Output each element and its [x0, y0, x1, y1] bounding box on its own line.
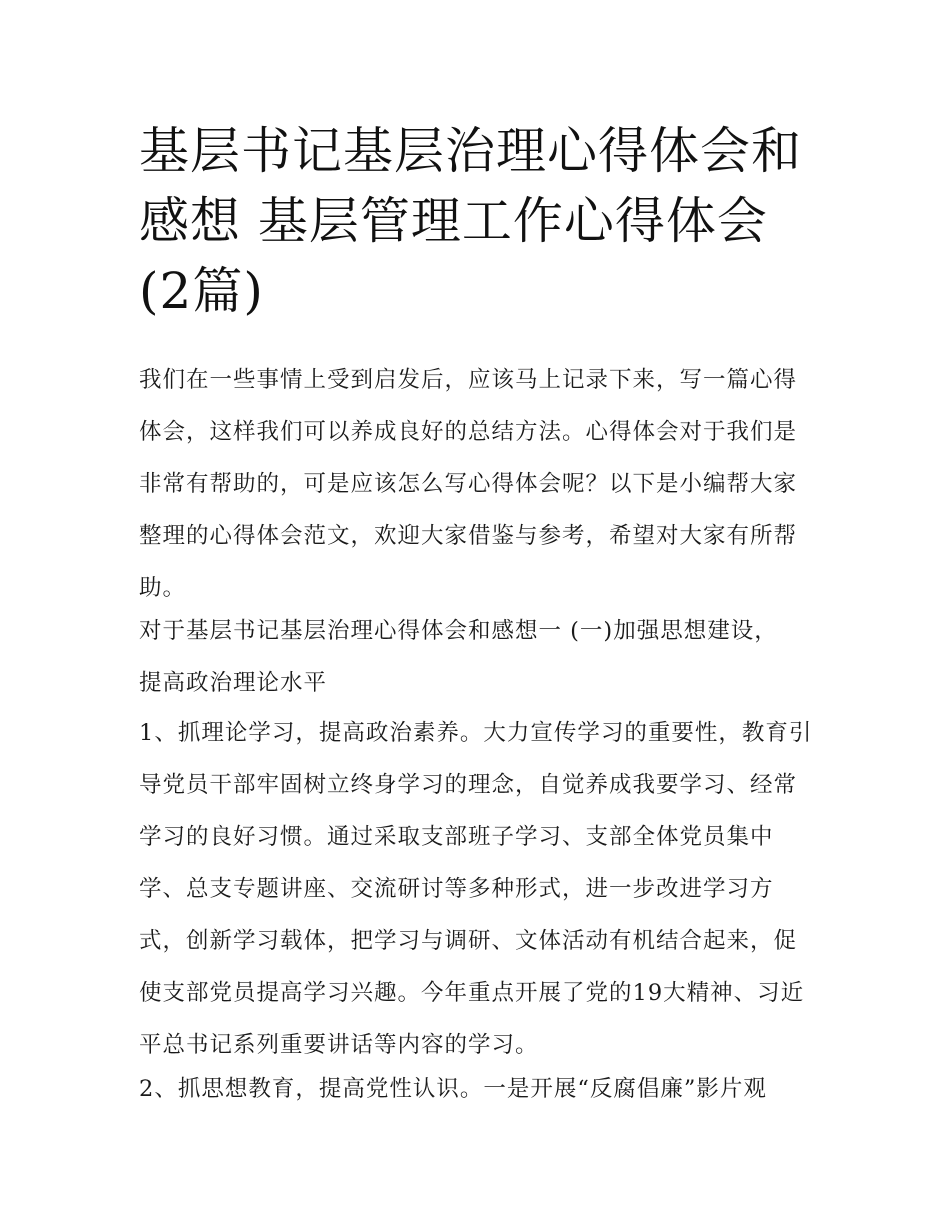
document-title: 基层书记基层治理心得体会和感想 基层管理工作心得体会(2篇) — [139, 122, 802, 320]
intro-paragraph: 我们在一些事情上受到启发后，应该马上记录下来，写一篇心得体会，这样我们可以养成良好的总结方法。心得体会对于我们是非常有帮助的，可是应该怎么写心得体会呢？以下是小编帮大家整理的心得体会范文，欢迎大家借鉴与参考，希望对大家有所帮助。 — [139, 367, 798, 601]
item-1-paragraph: 1、抓理论学习，提高政治素养。大力宣传学习的重要性，教育引导党员干部牢固树立终身学习的理念，自觉养成我要学习、经常学习的良好习惯。通过采取支部班子学习、支部全体党员集中学、总支专题讲座、交流研讨等多种形式，进一步改进学习方式，创新学习载体，把学习与调研、文体活动有机结合起来，促使支部党员提高学习兴趣。今年重点开展了党的19大精神、习近平总书记系列重要讲话等内容的学习。 — [139, 720, 813, 1058]
item-2-paragraph: 2、抓思想教育，提高党性认识。一是开展“反腐倡廉”影片观 — [139, 1076, 767, 1102]
section-heading: 对于基层书记基层治理心得体会和感想一 (一)加强思想建设，提高政治理论水平 — [139, 618, 778, 696]
